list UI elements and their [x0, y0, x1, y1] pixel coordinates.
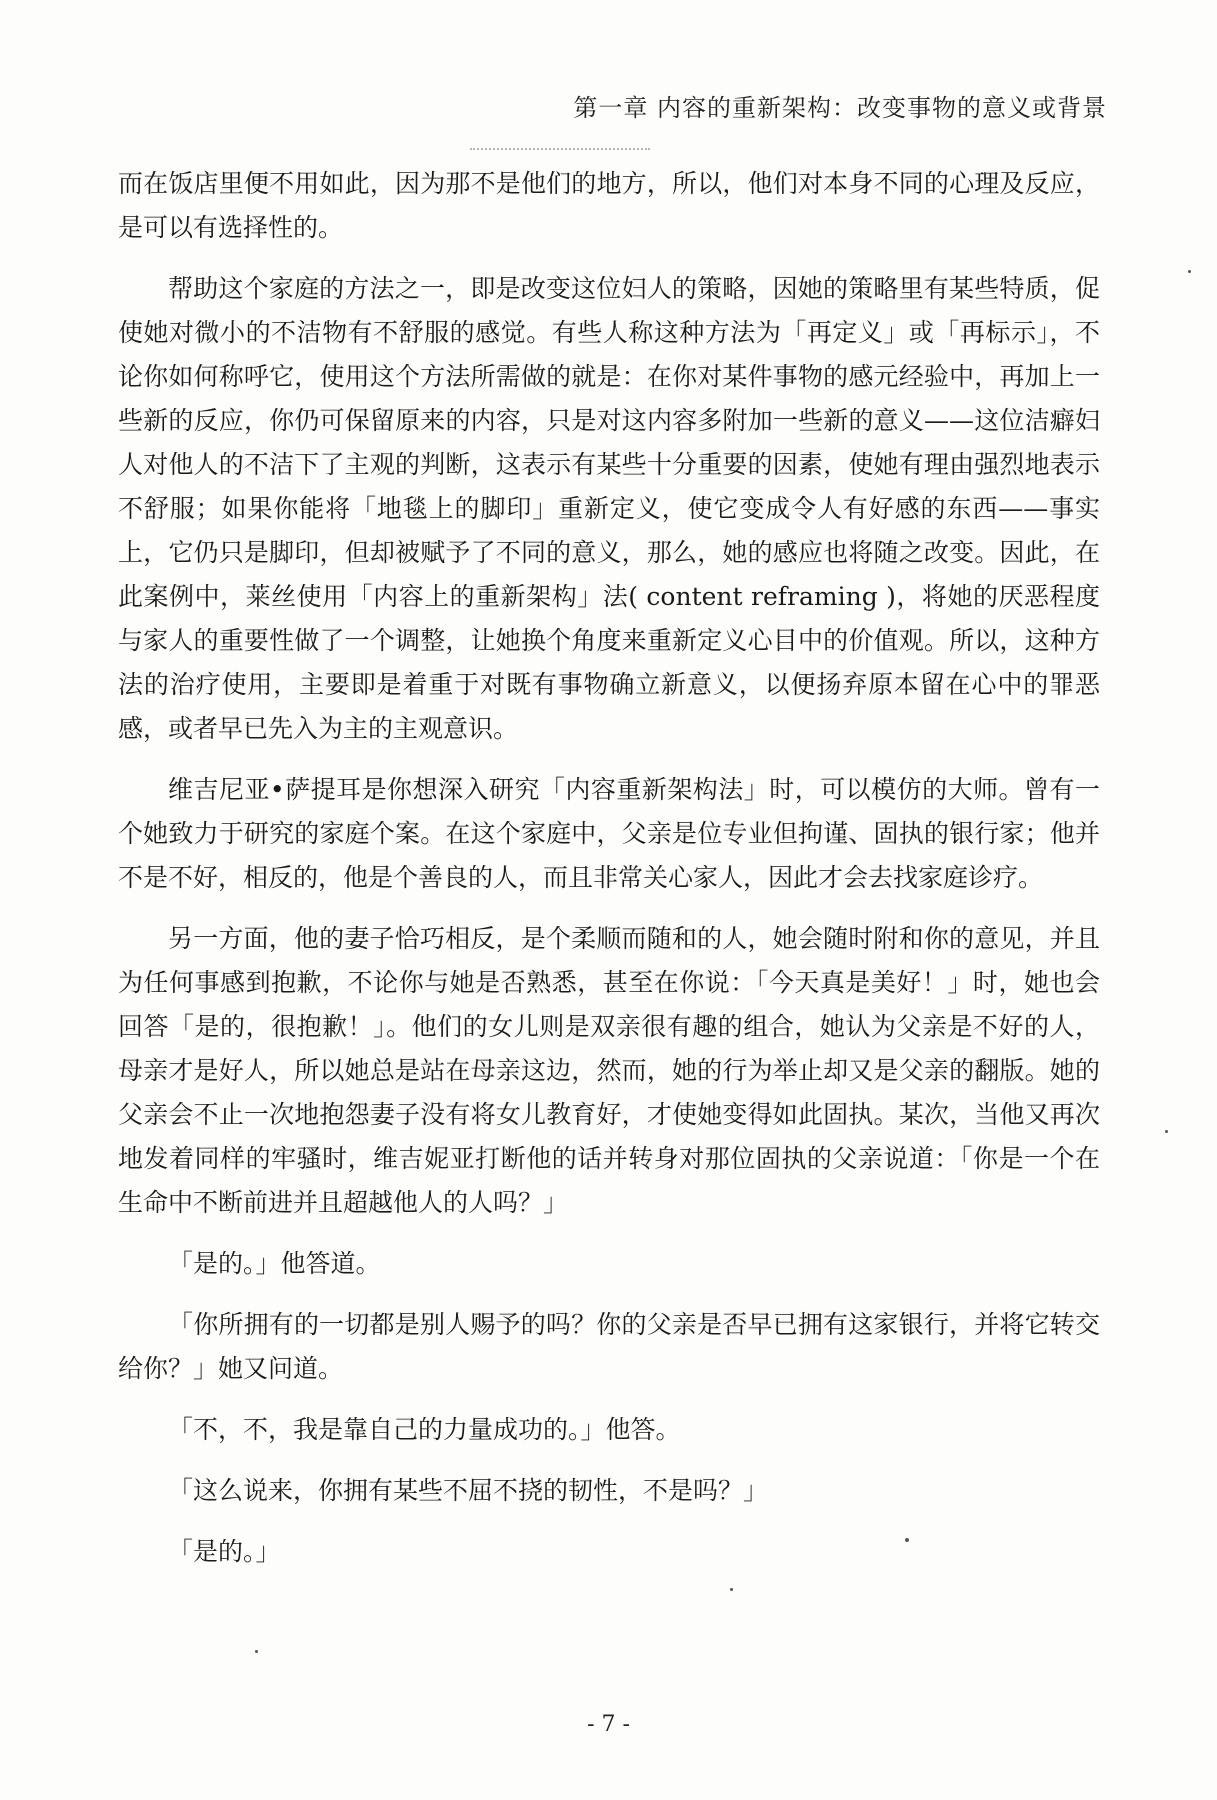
paragraph: 维吉尼亚•萨提耳是你想深入研究「内容重新架构法」时，可以模仿的大师。曾有一个她致力于研究的家庭个案。在这个家庭中，父亲是位专业但拘谨、固执的银行家；他并不是不好，相反的，他是个善良的人，而且非常关心家人，因此才会去找家庭诊疗。 — [118, 775, 1100, 892]
scan-artifact — [470, 148, 650, 156]
dialogue-line: 「这么说来，你拥有某些不屈不挠的韧性，不是吗？」 — [168, 1476, 769, 1505]
dialogue-line: 「是的。」 — [168, 1537, 281, 1566]
paragraph: 帮助这个家庭的方法之一，即是改变这位妇人的策略，因她的策略里有某些特质，促使她对微小的不洁物有不舒服的感觉。有些人称这种方法为「再定义」或「再标示」，不论你如何称呼它，使用这个方法所需做的就是：在你对某件事物的感元经验中，再加上一些新的反应，你仍可保留原来的内容，只是对这内容多附加一些新的意义——这位洁癖妇人对他人的不洁下了主观的判断，这表示有某些十分重要的因素，使她有理由强烈地表示不舒服；如果你能将「地毯上的脚印」重新定义，使它变成令人有好感的东西——事实上，它仍只是脚印，但却被赋予了不同的意义，那么，她的感应也将随之改变。因此，在此案例中，莱丝使用「内容上的重新架构」法( content reframing )，将她的厌恶程度与家人的重要性做了一个调整，让她换个角度来重新定义心目中的价值观。所以，这种方法的治疗使用，主要即是着重于对既有事物确立新意义，以便扬弃原本留在心中的罪恶感，或者早已先入为主的主观意识。 — [118, 274, 1100, 743]
paragraph: 另一方面，他的妻子恰巧相反，是个柔顺而随和的人，她会随时附和你的意见，并且为任何事感到抱歉，不论你与她是否熟悉，甚至在你说：「今天真是美好！」时，她也会回答「是的，很抱歉！」。他们的女儿则是双亲很有趣的组合，她认为父亲是不好的人，母亲才是好人，所以她总是站在母亲这边，然而，她的行为举止却又是父亲的翻版。她的父亲会不止一次地抱怨妻子没有将女儿教育好，才使她变得如此固执。某次，当他又再次地发着同样的牢骚时，维吉妮亚打断他的话并转身对那位固执的父亲说道：「你是一个在生命中不断前进并且超越他人的人吗？」 — [118, 924, 1100, 1217]
running-header-chapter-title: 第一章 内容的重新架构：改变事物的意义或背景 — [573, 94, 1107, 122]
paragraph: 而在饭店里便不用如此，因为那不是他们的地方，所以，他们对本身不同的心理及反应，是可以有选择性的。 — [118, 169, 1100, 242]
scan-speck — [1165, 1130, 1168, 1133]
scan-speck — [905, 1538, 909, 1542]
dialogue-line: 「你所拥有的一切都是别人赐予的吗？你的父亲是否早已拥有这家银行，并将它转交给你？」她又问道。 — [118, 1310, 1100, 1383]
dialogue-line: 「是的。」他答道。 — [168, 1249, 381, 1278]
scan-speck — [1188, 270, 1191, 273]
scan-speck — [255, 1650, 258, 1653]
body-text — [118, 162, 1100, 1591]
page-number: - 7 - — [587, 1712, 630, 1737]
dialogue-line: 「不，不，我是靠自己的力量成功的。」他答。 — [168, 1415, 681, 1444]
scan-speck — [730, 1588, 733, 1591]
